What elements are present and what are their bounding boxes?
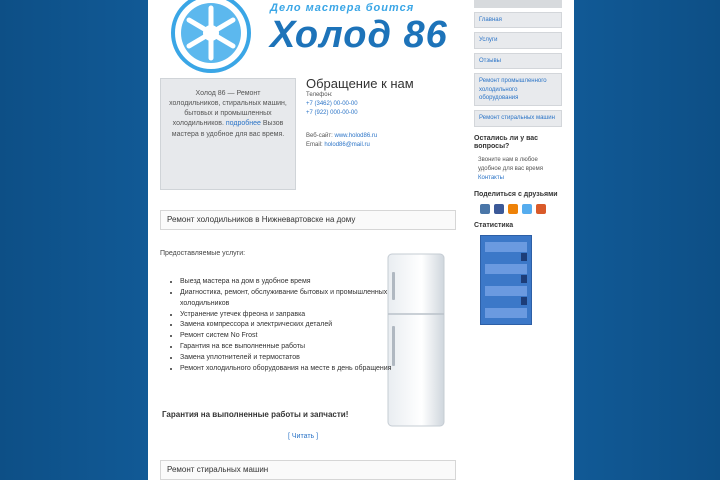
- questions-body: Звоните нам в любое удобное для вас время: [478, 157, 544, 173]
- stats-title: Статистика: [474, 221, 514, 229]
- email-link[interactable]: holod86@mail.ru: [324, 142, 370, 148]
- sidebar: [474, 0, 562, 325]
- phone-link-2[interactable]: +7 (922) 000-00-00: [306, 110, 358, 116]
- site-brand-name[interactable]: Холод 86: [270, 14, 448, 56]
- questions-text: [474, 156, 562, 183]
- list-item: • Ремонт систем No Frost: [180, 331, 430, 342]
- services-list: [170, 277, 430, 375]
- list-item: • Замена компрессора и электрических деталей: [180, 320, 430, 331]
- intro-more-link[interactable]: подробнее: [225, 120, 261, 128]
- spacer: [306, 118, 456, 132]
- phone-link-1[interactable]: +7 (3462) 00-00-00: [306, 101, 358, 107]
- website-row: [306, 132, 456, 141]
- widget-band: [485, 308, 527, 318]
- site-header: [158, 0, 458, 74]
- widget-knob: [521, 275, 527, 283]
- widget-band: [485, 264, 527, 274]
- email-row: [306, 141, 456, 150]
- mailru-icon[interactable]: [536, 204, 546, 214]
- contacts-block: [306, 76, 456, 150]
- website-label: Веб-сайт:: [306, 133, 333, 139]
- list-item: • Устранение утечек фреона и заправка: [180, 310, 430, 321]
- widget-knob: [521, 297, 527, 305]
- intro-tail-text: Вызов мастера в удобное для вас время.: [171, 120, 285, 138]
- read-more-link[interactable]: [ Читать ]: [288, 433, 319, 440]
- questions-contacts-link[interactable]: Контакты: [478, 175, 504, 182]
- repair-section-title: Ремонт холодильников в Нижневартовске на дому: [160, 210, 456, 230]
- phone-label: Телефон:: [306, 92, 333, 98]
- services-lead: Предоставляемые услуги:: [160, 250, 246, 257]
- sidebar-item-reviews[interactable]: Отзывы: [474, 53, 562, 69]
- list-item: • Гарантия на все выполненные работы: [180, 342, 430, 353]
- twitter-icon[interactable]: [522, 204, 532, 214]
- facebook-icon[interactable]: [494, 204, 504, 214]
- odnoklassniki-icon[interactable]: [508, 204, 518, 214]
- sidebar-item-industrial-repair[interactable]: Ремонт промышленного холодильного оборудования: [474, 73, 562, 106]
- guarantee-text: Гарантия на выполненные работы и запчасти!: [162, 410, 349, 419]
- website-link[interactable]: www.holod86.ru: [334, 133, 378, 139]
- list-item: • Диагностика, ремонт, обслуживание бытовых и промышленных холодильников: [180, 288, 430, 310]
- snowflake-logo-icon[interactable]: [170, 0, 252, 74]
- contacts-title: Обращение к нам: [306, 76, 414, 91]
- social-icons: [480, 204, 562, 214]
- sidebar-item-washing-machines[interactable]: Ремонт стиральных машин: [474, 110, 562, 126]
- intro-text: Холод 86 — Ремонт холодильников, стиральных машин, бытовых и промышленных холодильников.: [169, 90, 287, 128]
- widget-band: [485, 242, 527, 252]
- questions-title: Остались ли у вас вопросы?: [474, 134, 539, 151]
- widget-knob: [521, 253, 527, 261]
- list-item: • Выезд мастера на дом в удобное время: [180, 277, 430, 288]
- sidebar-item-home[interactable]: Главная: [474, 12, 562, 28]
- washing-section-title: Ремонт стиральных машин: [160, 460, 456, 480]
- widget-band: [485, 286, 527, 296]
- list-item: • Замена уплотнителей и термостатов: [180, 353, 430, 364]
- intro-box: [160, 78, 296, 190]
- vk-icon[interactable]: [480, 204, 490, 214]
- email-label: Email:: [306, 142, 323, 148]
- sidebar-menu-header: [474, 0, 562, 8]
- sidebar-item-services[interactable]: Услуги: [474, 32, 562, 48]
- page-container: [148, 0, 574, 480]
- stats-widget[interactable]: [480, 235, 532, 325]
- share-title: Поделиться с друзьями: [474, 191, 558, 199]
- site-tagline: Дело мастера боится: [270, 2, 415, 14]
- list-item: • Ремонт холодильного оборудования на месте в день обращения: [180, 364, 430, 375]
